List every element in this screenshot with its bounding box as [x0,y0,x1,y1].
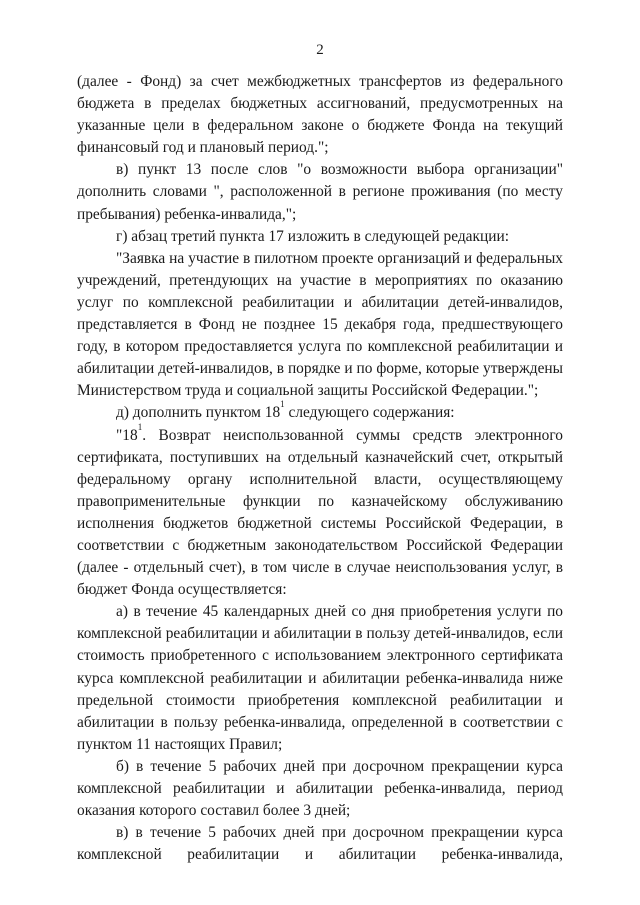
paragraph-item-v: в) пункт 13 после слов "о возможности выбора организации" дополнить словами ", расположенной в регионе проживания (по месту пребывания) ребенка-инвалида,"; [77,161,563,223]
paragraph-item-d [77,399,563,424]
paragraph-clause-18-1 [77,421,563,602]
clause-18-1-superscript: 1 [137,421,143,432]
paragraph-application-quote: "Заявка на участие в пилотном проекте организаций и федеральных учреждений, претендующих на участие в мероприятиях по оказанию услуг по комплексной реабилитации и абилитации детей-инвалидов, представляется в Фонд не позднее 15 декабря года, предшествующего году, в котором предоставляется услуга по комплексной реабилитации и абилитации детей-инвалидов, в порядке и по форме, которые утверждены Министерством труда и социальной защиты Российской Федерации."; [77,249,563,400]
paragraph-subitem-b: б) в течение 5 рабочих дней при досрочном прекращении курса комплексной реабилитации и абилитации ребенка-инвалида, период оказания которого составил более 3 дней; [77,757,563,820]
paragraph-item-g: г) абзац третий пункта 17 изложить в следующей редакции: [116,227,509,245]
document-body [77,71,563,866]
page-number: 2 [316,42,324,58]
clause-18-1-text-before: "18 [116,426,138,444]
clause-18-1-text-after: . Возврат неиспользованной суммы средств электронного сертификата, поступивших на отдельный казначейский счет, открытый федеральному органу исполнительной власти, осуществляющему правоприменительные функции по казначейскому обслуживанию исполнения бюджетов бюджетной системы Российской Федерации, в соответствии с бюджетным законодательством Российской Федерации (далее - отдельный счет), в том числе в случае неиспользования услуг, в бюджет Фонда осуществляется: [77,426,563,599]
item-d-superscript: 1 [280,399,285,410]
item-d-text-before: д) дополнить пунктом 18 [116,404,281,422]
item-d-text-after: следующего содержания: [284,404,455,422]
paragraph-fund-financing: (далее - Фонд) за счет межбюджетных трансфертов из федерального бюджета в пределах бюджетных ассигнований, предусмотренных на указанные цели в федеральном законе о бюджете Фонда на текущий финансовый год и плановый период."; [77,73,563,157]
paragraph-subitem-a: а) в течение 45 календарных дней со дня приобретения услуги по комплексной реабилитации и абилитации в пользу детей-инвалидов, если стоимость приобретенного с использованием электронного сертификата курса комплексной реабилитации и абилитации ребенка-инвалида ниже предельной стоимости приобретения комплексной реабилитации и абилитации в пользу ребенка-инвалида, определенной в соответствии с пунктом 11 настоящих Правил; [77,603,563,753]
paragraph-subitem-v: в) в течение 5 рабочих дней при досрочном прекращении курса комплексной реабилитации и абилитации ребенка-инвалида, [77,824,563,864]
